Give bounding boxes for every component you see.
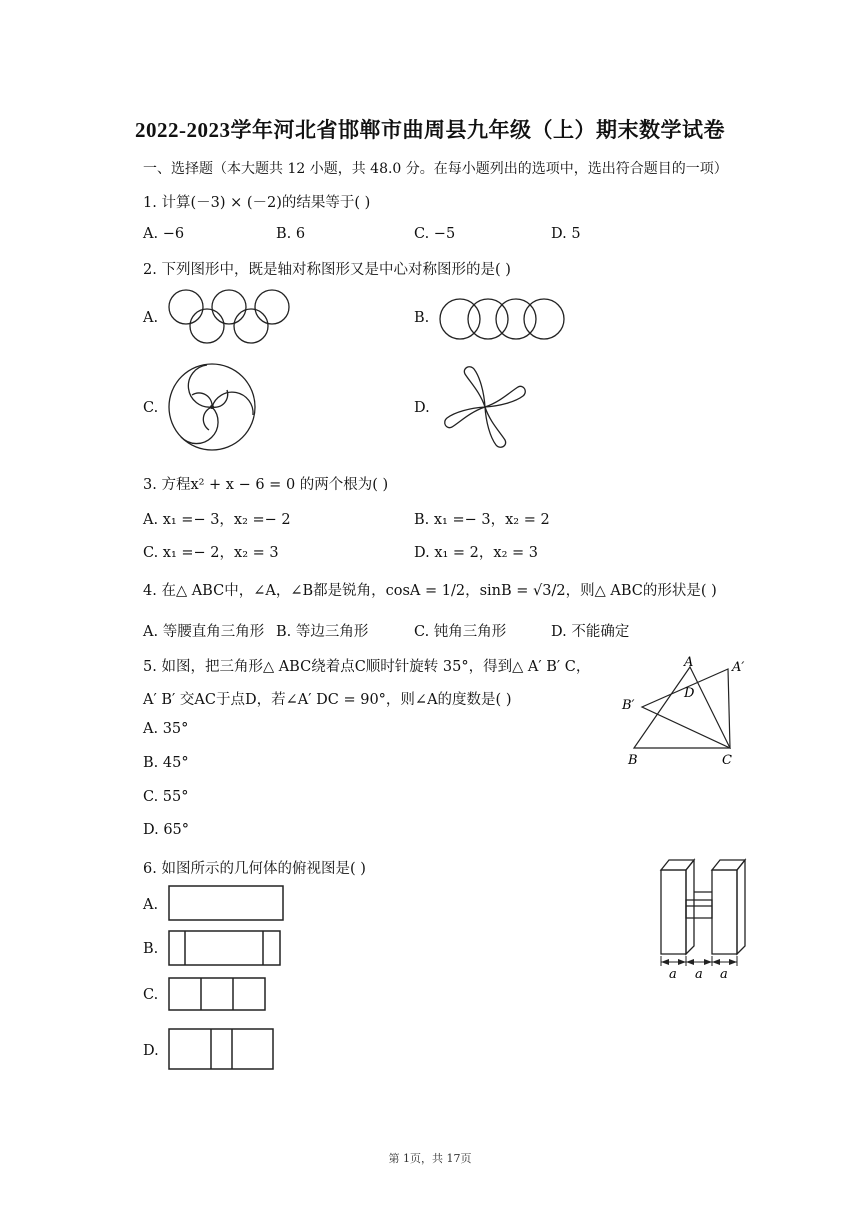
three-swirl-circle-figure xyxy=(167,362,257,452)
question-5-option-d[interactable]: D. 65° xyxy=(143,822,190,838)
question-4-option-a[interactable]: A. 等腰直角三角形 xyxy=(143,624,265,640)
question-2-stem: 2. 下列图形中，既是轴对称图形又是中心对称图形的是( ) xyxy=(143,262,511,278)
label-a-prime: A′ xyxy=(732,660,745,675)
top-view-option-b-figure xyxy=(168,930,284,968)
question-3-option-d[interactable]: D. x₁ = 2，x₂ = 3 xyxy=(414,545,538,561)
label-b-prime: B′ xyxy=(622,698,635,713)
dimension-label-a-2: a xyxy=(695,967,703,982)
question-5-stem-line1: 5. 如图，把三角形△ ABC绕着点C顺时针旋转 35°，得到△ A′ B′ C， xyxy=(143,659,591,675)
question-5-stem-line2: A′ B′ 交AC于点D，若∠A′ DC = 90°，则∠A的度数是( ) xyxy=(143,692,512,708)
question-6-option-d[interactable]: D. xyxy=(143,1043,159,1059)
page-title: 2022-2023学年河北省邯郸市曲周县九年级（上）期末数学试卷 xyxy=(135,118,725,142)
question-1-option-d[interactable]: D. 5 xyxy=(551,226,581,242)
question-2-option-b[interactable]: B. xyxy=(414,310,430,326)
question-6-stem: 6. 如图所示的几何体的俯视图是( ) xyxy=(143,861,366,877)
question-4-option-b[interactable]: B. 等边三角形 xyxy=(276,624,369,640)
question-6-option-a[interactable]: A. xyxy=(143,897,159,913)
question-4-option-c[interactable]: C. 钝角三角形 xyxy=(414,624,507,640)
question-1-option-b[interactable]: B. 6 xyxy=(276,226,306,242)
question-1-stem: 1. 计算(－3) × (－2)的结果等于( ) xyxy=(143,195,371,211)
question-5-option-c[interactable]: C. 55° xyxy=(143,789,189,805)
question-1-option-c[interactable]: C. −5 xyxy=(414,226,456,242)
label-c: C xyxy=(722,753,732,768)
section-heading: 一、选择题（本大题共 12 小题，共 48.0 分。在每小题列出的选项中，选出符合题目的一项） xyxy=(143,161,728,177)
question-4-option-d[interactable]: D. 不能确定 xyxy=(551,624,630,640)
question-4-stem: 4. 在△ ABC中，∠A，∠B都是锐角，cosA = 1/2，sinB = √3/2，则△ ABC的形状是( ) xyxy=(143,583,717,599)
label-b: B xyxy=(628,753,638,768)
four-petal-pinwheel-figure xyxy=(440,362,530,452)
label-d: D xyxy=(684,686,695,701)
olympic-rings-figure xyxy=(166,288,292,348)
question-3-option-b[interactable]: B. x₁ =− 3，x₂ = 2 xyxy=(414,512,550,528)
question-2-option-d[interactable]: D. xyxy=(414,400,430,416)
page-footer: 第 1页，共 17页 xyxy=(388,1152,472,1165)
top-view-option-a-figure xyxy=(168,885,286,923)
question-2-option-a[interactable]: A. xyxy=(143,310,159,326)
question-2-option-c[interactable]: C. xyxy=(143,400,159,416)
label-a: A xyxy=(684,655,694,670)
question-3-option-a[interactable]: A. x₁ =− 3，x₂ =− 2 xyxy=(143,512,291,528)
question-1-option-a[interactable]: A. −6 xyxy=(143,226,185,242)
top-view-option-c-figure xyxy=(168,977,268,1013)
dimension-label-a-3: a xyxy=(720,967,728,982)
h-shaped-solid-figure xyxy=(655,856,755,981)
question-5-option-a[interactable]: A. 35° xyxy=(143,721,189,737)
question-6-option-c[interactable]: C. xyxy=(143,987,159,1003)
rotated-triangle-figure xyxy=(620,655,760,770)
question-3-stem: 3. 方程x² + x − 6 = 0 的两个根为( ) xyxy=(143,477,389,493)
four-circles-figure xyxy=(438,296,566,342)
question-5-option-b[interactable]: B. 45° xyxy=(143,755,189,771)
dimension-label-a-1: a xyxy=(669,967,677,982)
top-view-option-d-figure xyxy=(168,1028,276,1072)
question-3-option-c[interactable]: C. x₁ =− 2，x₂ = 3 xyxy=(143,545,279,561)
question-6-option-b[interactable]: B. xyxy=(143,941,159,957)
